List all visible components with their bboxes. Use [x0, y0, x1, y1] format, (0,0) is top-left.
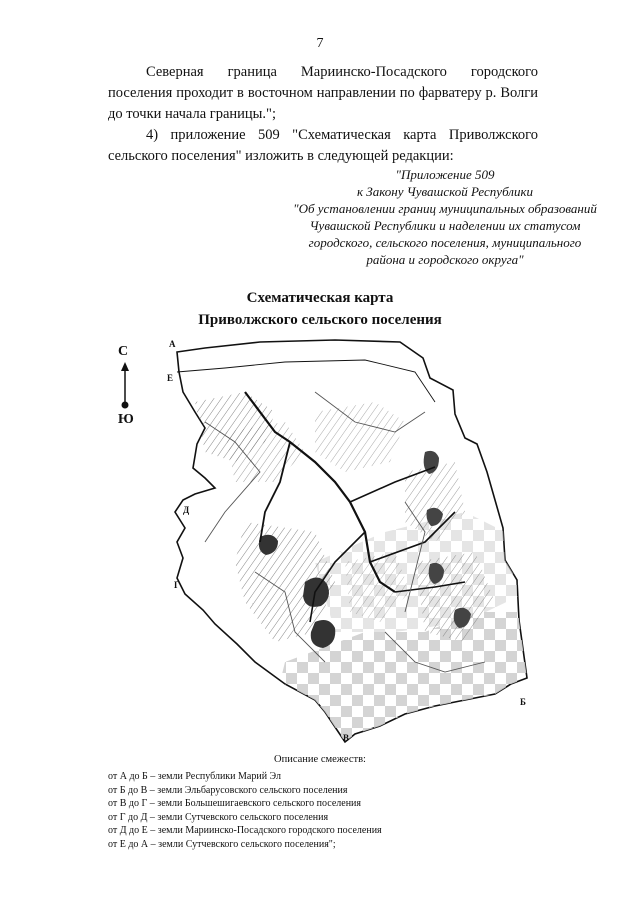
map-title-line-1: Схематическая карта — [246, 290, 394, 306]
map-label-v: В — [343, 733, 350, 743]
appendix-line: района и городского округа" — [366, 252, 524, 267]
appendix-line: "Об установлении границ муниципальных образований — [293, 201, 597, 216]
legend-title: Описание смежеств: — [274, 754, 366, 765]
legend-item: от Б до В – земли Эльбарусовского сельского поселения — [108, 784, 348, 796]
appendix-header — [250, 166, 640, 268]
legend-item: от Е до А – земли Сутчевского сельского поселения"; — [108, 838, 336, 850]
legend-list — [108, 770, 382, 851]
legend-item: от Г до Д – земли Сутчевского сельского поселения — [108, 811, 329, 823]
paragraph-amendment: 4) приложение 509 "Схематическая карта Приволжского сельского поселения" изложить в следующей редакции: — [108, 127, 538, 164]
map-label-a: А — [169, 339, 176, 349]
map-title-line-2: Приволжского сельского поселения — [198, 312, 442, 328]
legend-item: от А до Б – земли Республики Марий Эл — [108, 771, 282, 782]
map-label-g: Г — [174, 580, 180, 590]
paragraph-border-description: Северная граница Мариинско-Посадского городского поселения проходит в восточном направлении по фарватеру р. Волги до точки начала границы."; — [108, 64, 538, 122]
appendix-line: к Закону Чувашской Республики — [356, 184, 534, 199]
appendix-line: Чувашской Республики и наделении их статусом — [309, 218, 581, 233]
legend-item: от В до Г – земли Большешигаевского сельского поселения — [108, 798, 361, 809]
map-label-b: Б — [520, 697, 526, 707]
map-title — [0, 287, 640, 331]
appendix-line: "Приложение 509 — [395, 167, 495, 182]
legend-item: от Д до Е – земли Мариинско-Посадского городского поселения — [108, 825, 382, 836]
settlement-map — [165, 332, 535, 744]
map-label-e: Е — [167, 373, 174, 383]
appendix-line: городского, сельского поселения, муниципального — [308, 235, 582, 250]
compass-south-label: Ю — [118, 412, 134, 427]
page-number: 7 — [316, 36, 324, 51]
map-label-d: Д — [183, 505, 190, 515]
compass-north-label: С — [118, 344, 129, 359]
compass-arrow-icon — [118, 362, 132, 410]
